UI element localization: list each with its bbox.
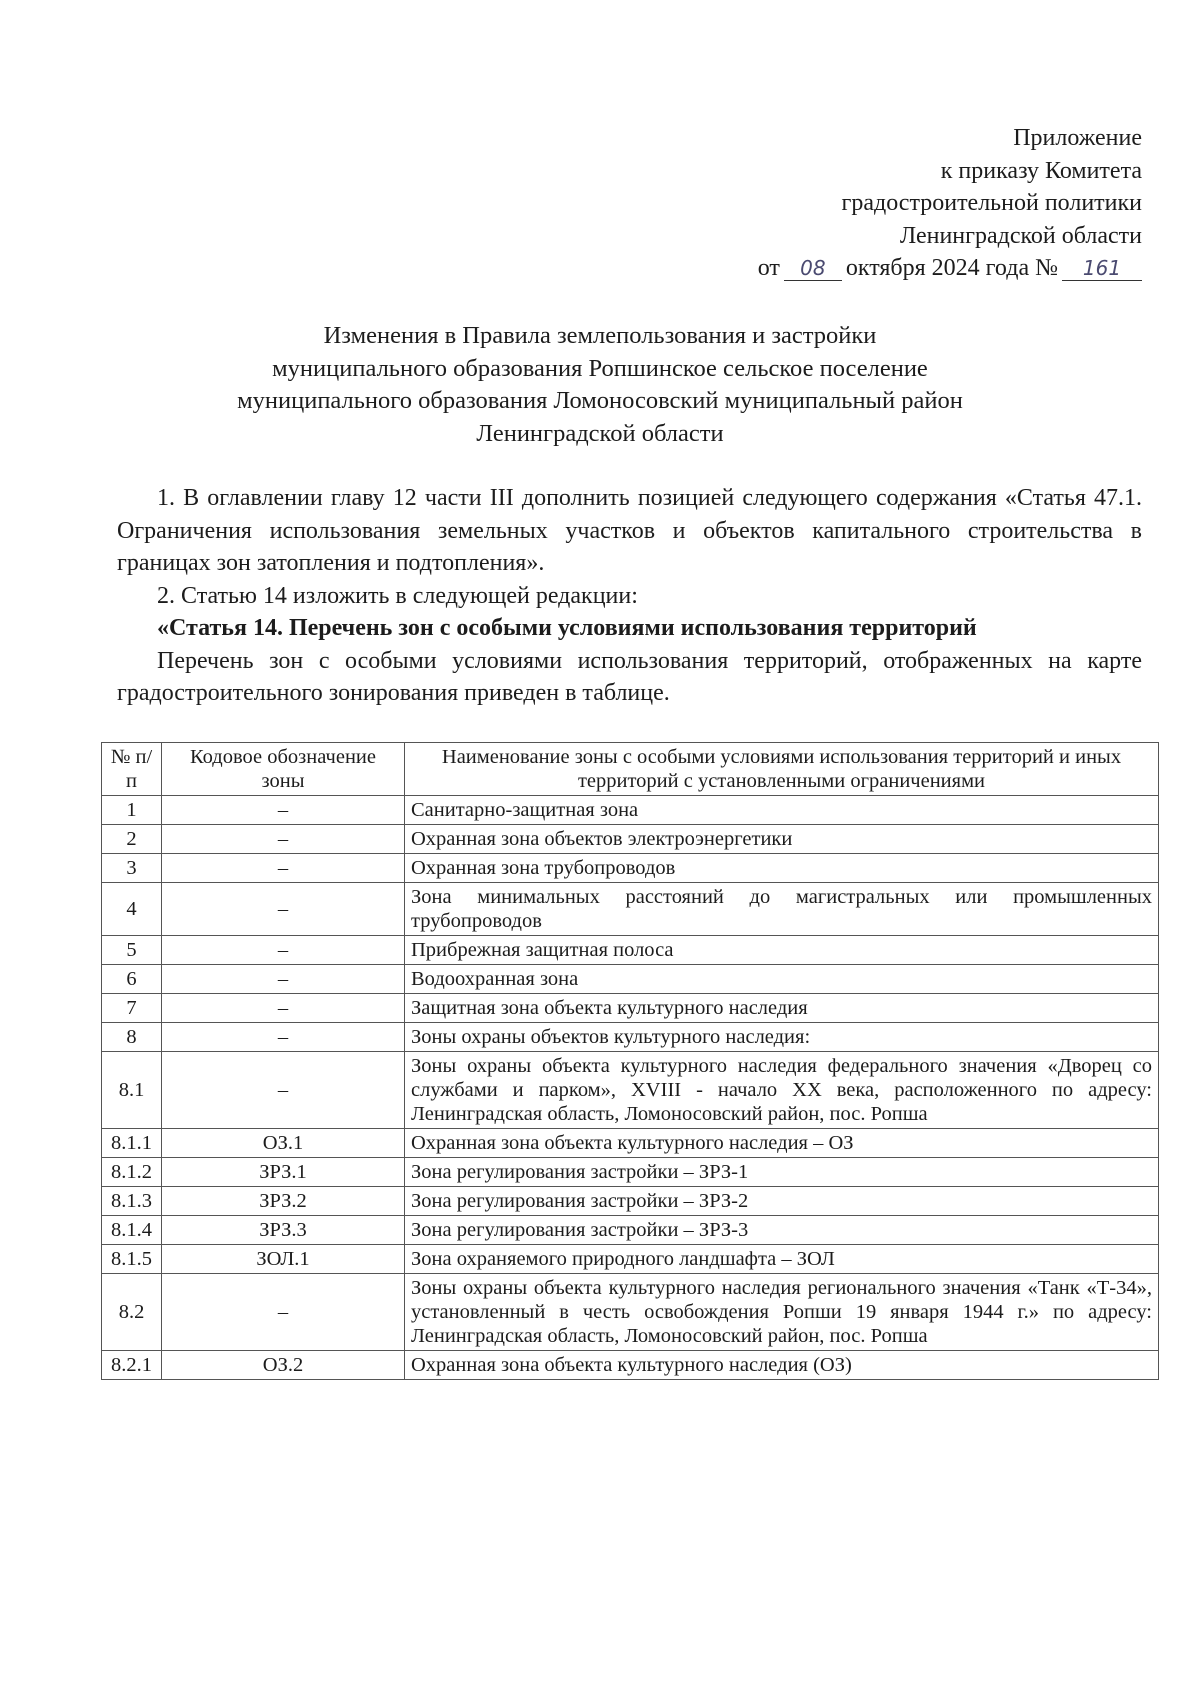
title-line: муниципального образования Ломоносовский муниципальный район xyxy=(237,387,963,414)
table-row xyxy=(102,936,1159,965)
cell-code: ЗОЛ.1 xyxy=(162,1245,405,1274)
cell-code: – xyxy=(162,825,405,854)
cell-name: Санитарно-защитная зона xyxy=(405,796,1159,825)
paragraph-1: 1. В оглавлении главу 12 части III дополнить позицией следующего содержания «Статья 47.1. Ограничения использования земельных участков и объектов капитального строительства в границах зон затопления и подтопления». xyxy=(117,485,1142,576)
cell-name: Охранная зона трубопроводов xyxy=(405,854,1159,883)
appendix-header xyxy=(758,122,1142,285)
cell-code: – xyxy=(162,1023,405,1052)
cell-num: 8.1.5 xyxy=(102,1245,162,1274)
cell-num: 7 xyxy=(102,994,162,1023)
title-line: Ленинградской области xyxy=(476,419,724,447)
table-row xyxy=(102,854,1159,883)
cell-code: – xyxy=(162,1052,405,1129)
cell-num: 6 xyxy=(102,965,162,994)
cell-code: – xyxy=(162,883,405,936)
table-header-row xyxy=(102,743,1159,796)
cell-name: Охранная зона объектов электроэнергетики xyxy=(405,825,1159,854)
date-prefix: от xyxy=(757,255,780,281)
title-line: Изменения в Правила землепользования и застройки xyxy=(323,322,877,349)
table-row xyxy=(102,1245,1159,1274)
table-row xyxy=(102,1216,1159,1245)
table-row xyxy=(102,825,1159,854)
handwritten-order-number: 161 xyxy=(1062,256,1142,281)
cell-code: – xyxy=(162,1274,405,1351)
cell-name: Зоны охраны объектов культурного наследия: xyxy=(405,1023,1159,1052)
table-row xyxy=(102,1052,1159,1129)
cell-num: 1 xyxy=(102,796,162,825)
cell-num: 2 xyxy=(102,825,162,854)
table-row xyxy=(102,1274,1159,1351)
table-row xyxy=(102,796,1159,825)
cell-num: 8.2 xyxy=(102,1274,162,1351)
header-line: градостроительной политики xyxy=(841,190,1142,216)
zones-table xyxy=(101,742,1159,1380)
date-middle: октября 2024 года № xyxy=(845,255,1058,281)
header-name: Наименование зоны с особыми условиями использования территорий и иных территорий с установленными ограничениями xyxy=(405,743,1159,796)
cell-name: Защитная зона объекта культурного наследия xyxy=(405,994,1159,1023)
cell-name: Охранная зона объекта культурного наследия – ОЗ xyxy=(405,1129,1159,1158)
table-row xyxy=(102,1351,1159,1380)
cell-code: – xyxy=(162,965,405,994)
header-line: Приложение xyxy=(1013,125,1142,151)
cell-name: Зона охраняемого природного ландшафта – ЗОЛ xyxy=(405,1245,1159,1274)
table-row xyxy=(102,965,1159,994)
cell-code: ЗРЗ.1 xyxy=(162,1158,405,1187)
paragraph-intro: Перечень зон с особыми условиями использования территорий, отображенных на карте градостроительного зонирования приведен в таблице. xyxy=(117,647,1142,706)
table-body xyxy=(102,796,1159,1380)
cell-name: Зона регулирования застройки – ЗРЗ-3 xyxy=(405,1216,1159,1245)
cell-name: Зона минимальных расстояний до магистральных или промышленных трубопроводов xyxy=(405,883,1159,936)
cell-name: Охранная зона объекта культурного наследия (ОЗ) xyxy=(405,1351,1159,1380)
handwritten-day: 08 xyxy=(784,256,842,281)
order-date-line xyxy=(758,252,1142,285)
cell-code: – xyxy=(162,936,405,965)
cell-code: ОЗ.2 xyxy=(162,1351,405,1380)
cell-num: 3 xyxy=(102,854,162,883)
cell-name: Зоны охраны объекта культурного наследия регионального значения «Танк «Т-34», установленный в честь освобождения Ропши 19 января 1944 г.» по адресу: Ленинградская область, Ломоносовский район, пос. Ропша xyxy=(405,1274,1159,1351)
cell-num: 8.1.4 xyxy=(102,1216,162,1245)
table-row xyxy=(102,1187,1159,1216)
header-line: Ленинградской области xyxy=(899,222,1142,249)
cell-code: – xyxy=(162,994,405,1023)
document-title xyxy=(0,320,1200,450)
article-heading: «Статья 14. Перечень зон с особыми условиями использования территорий xyxy=(157,615,977,641)
cell-num: 8.1.3 xyxy=(102,1187,162,1216)
cell-name: Зона регулирования застройки – ЗРЗ-2 xyxy=(405,1187,1159,1216)
header-code: Кодовое обозначение зоны xyxy=(162,743,405,796)
paragraph-2: 2. Статью 14 изложить в следующей редакции: xyxy=(157,582,638,609)
cell-name: Зона регулирования застройки – ЗРЗ-1 xyxy=(405,1158,1159,1187)
table-row xyxy=(102,1129,1159,1158)
cell-name: Прибрежная защитная полоса xyxy=(405,936,1159,965)
cell-code: – xyxy=(162,796,405,825)
table-row xyxy=(102,1158,1159,1187)
cell-code: ЗРЗ.2 xyxy=(162,1187,405,1216)
title-line: муниципального образования Ропшинское сельское поселение xyxy=(272,354,928,382)
cell-name: Водоохранная зона xyxy=(405,965,1159,994)
cell-code: – xyxy=(162,854,405,883)
cell-num: 8.1 xyxy=(102,1052,162,1129)
cell-name: Зоны охраны объекта культурного наследия федерального значения «Дворец со службами и парком», XVIII - начало XX века, расположенного по адресу: Ленинградская область, Ломоносовский район, пос. Ропша xyxy=(405,1052,1159,1129)
cell-num: 8.1.1 xyxy=(102,1129,162,1158)
cell-code: ОЗ.1 xyxy=(162,1129,405,1158)
table-row xyxy=(102,1023,1159,1052)
table-row xyxy=(102,994,1159,1023)
cell-num: 8 xyxy=(102,1023,162,1052)
cell-num: 8.2.1 xyxy=(102,1351,162,1380)
cell-code: ЗРЗ.3 xyxy=(162,1216,405,1245)
header-line: к приказу Комитета xyxy=(940,157,1142,184)
cell-num: 5 xyxy=(102,936,162,965)
header-num: № п/п xyxy=(102,743,162,796)
cell-num: 8.1.2 xyxy=(102,1158,162,1187)
table-row xyxy=(102,883,1159,936)
cell-num: 4 xyxy=(102,883,162,936)
document-body xyxy=(117,482,1142,710)
